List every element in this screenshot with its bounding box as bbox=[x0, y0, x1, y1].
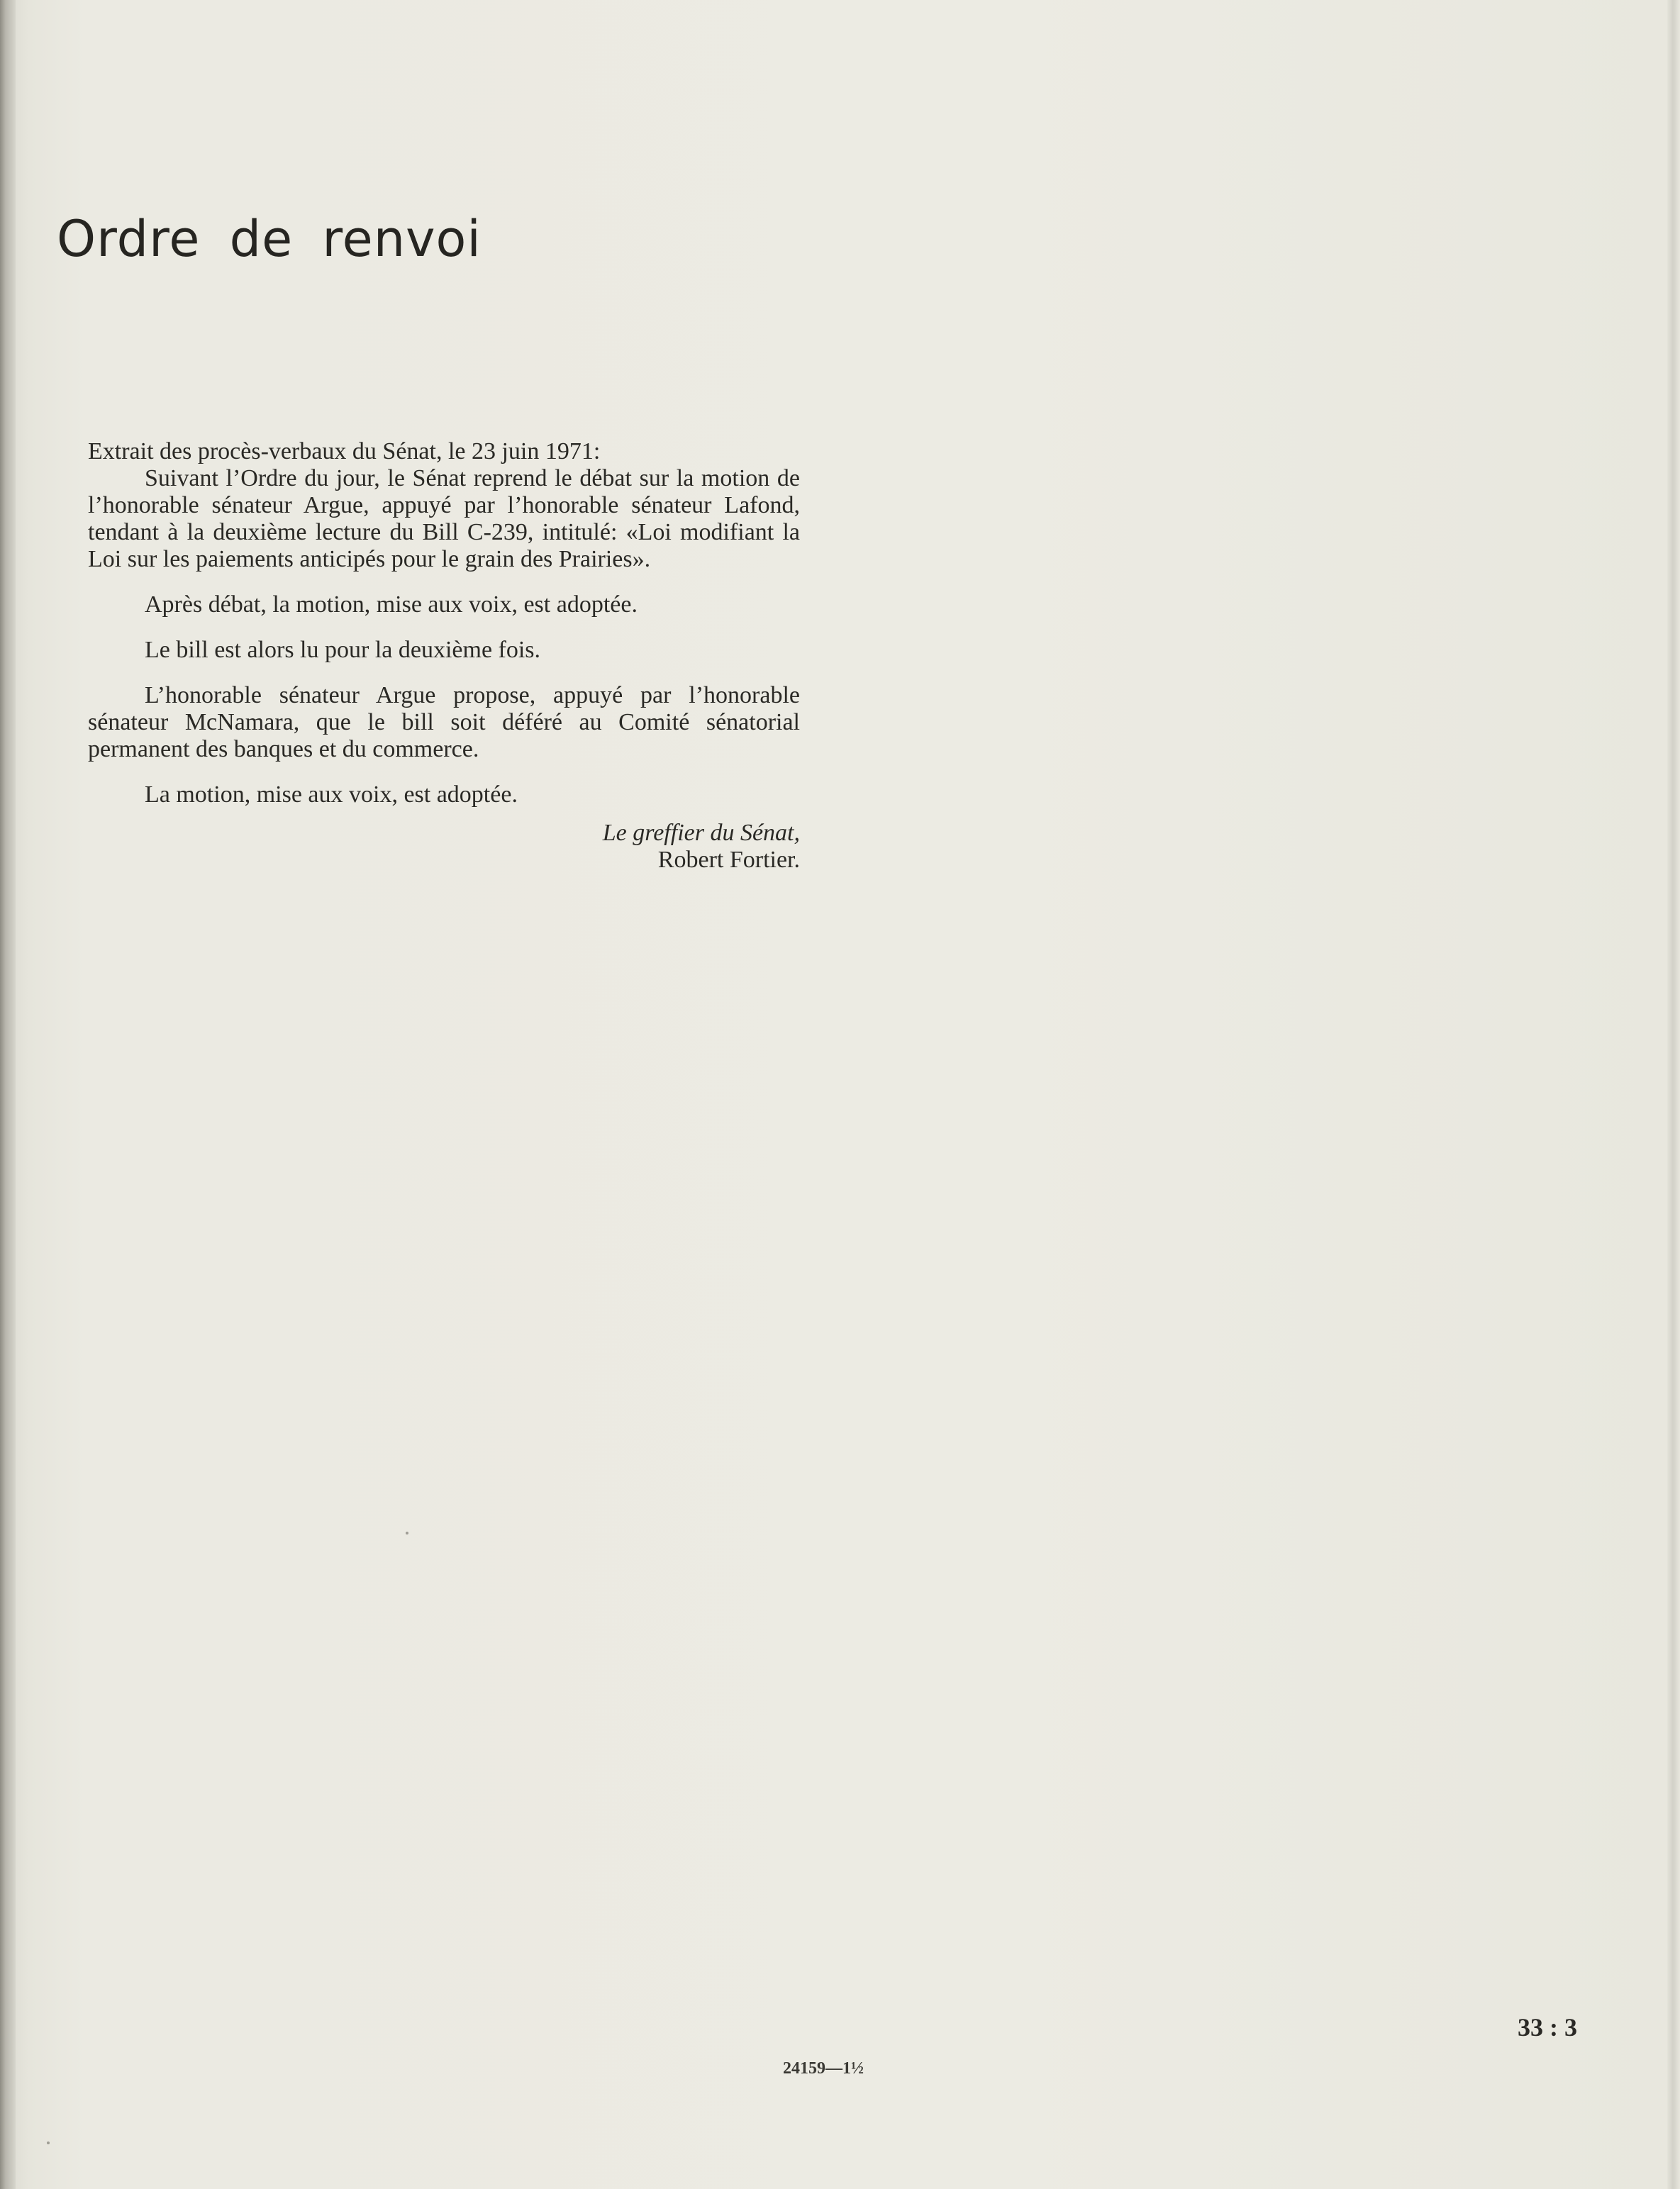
show-through-heading-right bbox=[1206, 196, 1223, 259]
paragraph-referral: L’honorable sénateur Argue propose, appuyé par l’honorable sénateur McNamara, que le bill soit déféré au Comité sénatorial permanent des banques et du commerce. bbox=[88, 682, 800, 762]
paragraph-adopted: Après débat, la motion, mise aux voix, est adoptée. bbox=[145, 591, 638, 618]
paper-speck bbox=[406, 1532, 408, 1534]
page-edge bbox=[1667, 0, 1680, 2189]
paragraph-motion-adopted: La motion, mise aux voix, est adoptée. bbox=[145, 781, 518, 808]
binding-shadow bbox=[0, 0, 16, 2189]
page-title: Ordre de renvoi bbox=[57, 210, 482, 268]
signature-role: Le greffier du Sénat, bbox=[602, 820, 800, 846]
paragraph-second-reading: Le bill est alors lu pour la deuxième fois. bbox=[145, 637, 541, 663]
page-number: 33 : 3 bbox=[1518, 2013, 1577, 2042]
order-of-reference-text bbox=[88, 438, 800, 874]
paragraph-debate: Suivant l’Ordre du jour, le Sénat reprend le débat sur la motion de l’honorable sénateur Argue, appuyé par l’honorable sénateur Lafond, tendant à la deuxième lecture du Bill C-239, intitulé: «Loi modifiant la Loi sur les paiements anticipés pour le grain des Prairies». bbox=[88, 465, 800, 572]
print-code: 24159—1½ bbox=[783, 2059, 864, 2078]
paper-speck bbox=[47, 2141, 50, 2144]
signature-name: Robert Fortier. bbox=[657, 847, 800, 873]
signature-block bbox=[88, 820, 800, 874]
extract-line: Extrait des procès-verbaux du Sénat, le 23 juin 1971: bbox=[88, 438, 601, 464]
